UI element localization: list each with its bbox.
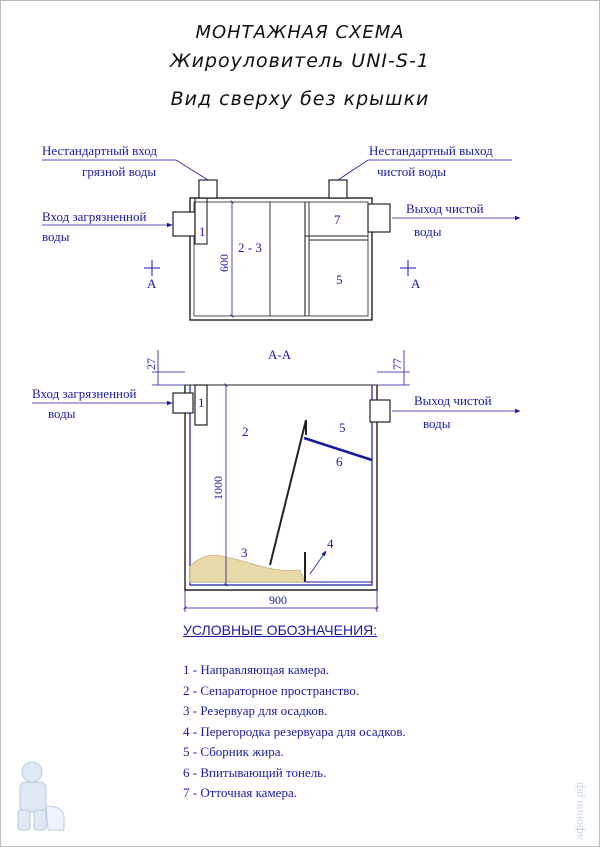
section-label-inlet-1: Вход загрязненной [32,386,137,401]
section-label-outlet-2: воды [423,416,451,431]
legend-item: 1 - Направляющая камера. [183,662,330,677]
section-n4: 4 [327,536,334,551]
top-zone-1: 1 [199,224,206,239]
top-outlet-pipe [368,204,390,232]
legend-item: 5 - Сборник жира. [183,744,284,759]
label-nonstd-inlet-2: грязной воды [82,164,157,179]
section-n6: 6 [336,454,343,469]
sediment-fill [190,555,305,582]
plumber-mascot-icon [8,758,68,838]
label-outlet-1: Выход чистой [406,201,484,216]
legend-item: 4 - Перегородка резервуара для осадков. [183,723,406,739]
label-nonstd-outlet-1: Нестандартный выход [369,143,493,158]
section-n5: 5 [339,420,346,435]
legend-item: 6 - Впитывающий тонель. [183,764,327,780]
top-zone-2-3: 2 - 3 [238,240,262,255]
section-label-outlet-1: Выход чистой [414,393,492,408]
section-view [32,347,520,612]
section-inlet-pipe [173,393,193,413]
top-zone-5: 5 [336,272,343,287]
dim-900: 900 [269,593,287,607]
label-nonstd-outlet-2: чистой воды [377,164,447,179]
view-title: Вид сверху без крышки [170,88,430,110]
dim-27: 27 [144,358,158,370]
section-n2: 2 [242,424,249,439]
legend-item: 2 - Сепараторное пространство. [183,682,360,698]
top-view [42,143,520,320]
top-inlet-nonstd-stub [199,180,217,198]
legend-title: УСЛОВНЫЕ ОБОЗНАЧЕНИЯ: [183,622,378,638]
section-mark-right: А [411,276,421,291]
section-outlet-pipe [370,400,390,422]
section-n1: 1 [198,395,205,410]
top-outlet-nonstd-stub [329,180,347,198]
section-title: А-А [268,347,292,362]
top-zone-7: 7 [334,212,341,227]
legend [183,622,563,804]
label-inlet-1: Вход загрязненной [42,209,147,224]
label-outlet-2: воды [414,224,442,239]
label-inlet-2: воды [42,229,70,244]
scheme-title: МОНТАЖНАЯ СХЕМА [195,22,405,43]
section-mark-left: А [147,276,157,291]
legend-item: 7 - Отточная камера. [183,785,297,800]
section-n3: 3 [241,545,248,560]
top-inlet-pipe [173,212,195,236]
site-watermark: афонин.рф [574,782,586,840]
dim-1000: 1000 [211,476,225,500]
label-nonstd-inlet-1: Нестандартный вход [42,143,157,158]
dim-77: 77 [390,358,404,370]
dim-600: 600 [217,254,231,272]
product-name: Жироуловитель UNI-S-1 [170,50,430,72]
section-label-inlet-2: воды [48,406,76,421]
legend-item: 3 - Резервуар для осадков. [183,703,328,718]
legend-list [183,660,563,804]
